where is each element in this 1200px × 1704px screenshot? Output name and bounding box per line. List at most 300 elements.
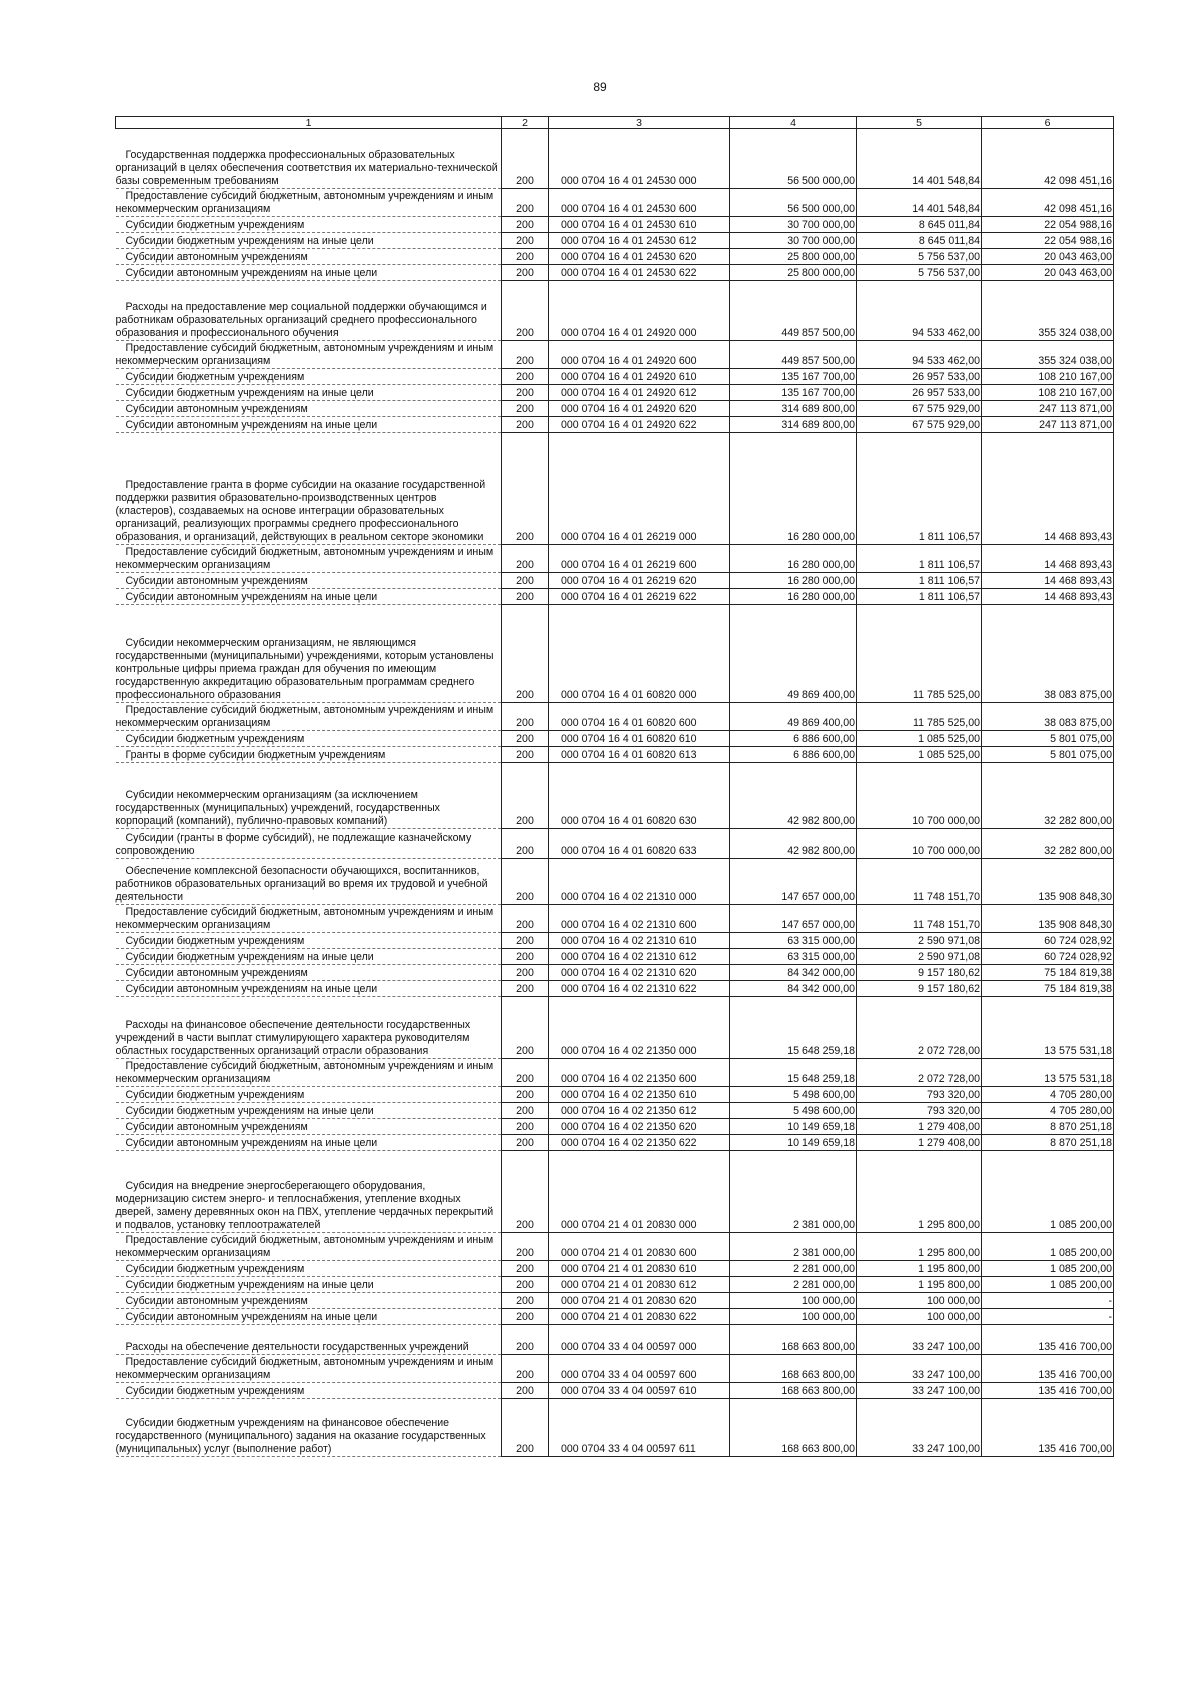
classification-code-cell: 000 0704 21 4 01 20830 612 — [549, 1277, 730, 1293]
executed-amount-cell: 26 957 533,00 — [857, 385, 982, 401]
approved-amount-cell: 168 663 800,00 — [730, 1383, 857, 1399]
classification-code-cell: 000 0704 33 4 04 00597 610 — [549, 1383, 730, 1399]
executed-amount-cell: 8 645 011,84 — [857, 233, 982, 249]
unexecuted-amount-cell: 1 085 200,00 — [982, 1277, 1114, 1293]
approved-amount-cell: 6 886 600,00 — [730, 731, 857, 747]
table-row — [116, 1087, 1114, 1103]
classification-code-cell: 000 0704 16 4 01 24530 620 — [549, 249, 730, 265]
line-code-cell: 200 — [502, 1087, 549, 1103]
column-number-row — [116, 117, 1114, 129]
line-code-cell: 200 — [502, 997, 549, 1059]
line-code-cell: 200 — [502, 1233, 549, 1261]
line-code-cell: 200 — [502, 1293, 549, 1309]
executed-amount-cell: 33 247 100,00 — [857, 1355, 982, 1383]
table-row — [116, 703, 1114, 731]
unexecuted-amount-cell: 108 210 167,00 — [982, 385, 1114, 401]
table-row — [116, 859, 1114, 905]
line-code-cell: 200 — [502, 385, 549, 401]
expense-name-cell: Субсидии автономным учреждениям — [116, 249, 502, 265]
approved-amount-cell: 449 857 500,00 — [730, 341, 857, 369]
table-row — [116, 369, 1114, 385]
approved-amount-cell: 16 280 000,00 — [730, 589, 857, 605]
table-row — [116, 981, 1114, 997]
expense-name-cell: Предоставление субсидий бюджетным, автономным учреждениям и иным некоммерческим организациям — [116, 1355, 502, 1383]
line-code-cell: 200 — [502, 1103, 549, 1119]
unexecuted-amount-cell: 60 724 028,92 — [982, 933, 1114, 949]
executed-amount-cell: 1 195 800,00 — [857, 1277, 982, 1293]
column-header-4: 4 — [730, 117, 857, 129]
executed-amount-cell: 5 756 537,00 — [857, 249, 982, 265]
approved-amount-cell: 2 381 000,00 — [730, 1233, 857, 1261]
table-row — [116, 933, 1114, 949]
expense-name-cell: Субсидии автономным учреждениям — [116, 1119, 502, 1135]
table-body — [116, 129, 1114, 1457]
executed-amount-cell: 100 000,00 — [857, 1293, 982, 1309]
approved-amount-cell: 49 869 400,00 — [730, 605, 857, 703]
table-row — [116, 217, 1114, 233]
table-row — [116, 281, 1114, 341]
classification-code-cell: 000 0704 16 4 01 26219 622 — [549, 589, 730, 605]
unexecuted-amount-cell: 14 468 893,43 — [982, 433, 1114, 545]
expense-name-cell: Обеспечение комплексной безопасности обучающихся, воспитанников, работников образовательных организаций во время их трудовой и учебной деятельности — [116, 859, 502, 905]
table-row — [116, 747, 1114, 763]
classification-code-cell: 000 0704 16 4 02 21310 612 — [549, 949, 730, 965]
classification-code-cell: 000 0704 16 4 02 21350 622 — [549, 1135, 730, 1151]
approved-amount-cell: 15 648 259,18 — [730, 997, 857, 1059]
expense-name-cell: Предоставление субсидий бюджетным, автономным учреждениям и иным некоммерческим организациям — [116, 341, 502, 369]
expense-name-cell: Субсидии автономным учреждениям на иные цели — [116, 265, 502, 281]
expense-name-cell: Субсидии бюджетным учреждениям на иные цели — [116, 233, 502, 249]
executed-amount-cell: 1 195 800,00 — [857, 1261, 982, 1277]
classification-code-cell: 000 0704 16 4 01 26219 620 — [549, 573, 730, 589]
unexecuted-amount-cell: 135 416 700,00 — [982, 1399, 1114, 1457]
table-row — [116, 401, 1114, 417]
classification-code-cell: 000 0704 16 4 02 21350 000 — [549, 997, 730, 1059]
table-row — [116, 249, 1114, 265]
classification-code-cell: 000 0704 16 4 02 21350 612 — [549, 1103, 730, 1119]
executed-amount-cell: 11 748 151,70 — [857, 859, 982, 905]
classification-code-cell: 000 0704 16 4 01 24920 612 — [549, 385, 730, 401]
classification-code-cell: 000 0704 21 4 01 20830 622 — [549, 1309, 730, 1325]
table-row — [116, 763, 1114, 829]
approved-amount-cell: 2 381 000,00 — [730, 1151, 857, 1233]
approved-amount-cell: 5 498 600,00 — [730, 1103, 857, 1119]
table-row — [116, 1309, 1114, 1325]
expense-name-cell: Государственная поддержка профессиональных образовательных организаций в целях обеспечения соответствия их материально-технической базы современным требованиям — [116, 129, 502, 189]
line-code-cell: 200 — [502, 949, 549, 965]
expense-name-cell: Субсидии бюджетным учреждениям — [116, 1261, 502, 1277]
line-code-cell: 200 — [502, 859, 549, 905]
executed-amount-cell: 2 590 971,08 — [857, 949, 982, 965]
expense-name-cell: Субсидии автономным учреждениям — [116, 573, 502, 589]
approved-amount-cell: 25 800 000,00 — [730, 249, 857, 265]
executed-amount-cell: 793 320,00 — [857, 1103, 982, 1119]
classification-code-cell: 000 0704 16 4 02 21310 622 — [549, 981, 730, 997]
unexecuted-amount-cell: 135 908 848,30 — [982, 859, 1114, 905]
expense-name-cell: Гранты в форме субсидии бюджетным учреждениям — [116, 747, 502, 763]
approved-amount-cell: 314 689 800,00 — [730, 417, 857, 433]
classification-code-cell: 000 0704 21 4 01 20830 610 — [549, 1261, 730, 1277]
unexecuted-amount-cell: 135 416 700,00 — [982, 1355, 1114, 1383]
unexecuted-amount-cell: 1 085 200,00 — [982, 1261, 1114, 1277]
executed-amount-cell: 26 957 533,00 — [857, 369, 982, 385]
approved-amount-cell: 10 149 659,18 — [730, 1135, 857, 1151]
executed-amount-cell: 1 811 106,57 — [857, 545, 982, 573]
executed-amount-cell: 1 295 800,00 — [857, 1233, 982, 1261]
expense-name-cell: Расходы на предоставление мер социальной поддержки обучающимся и работникам образовательных организаций среднего профессионального образования и профессионального обучения — [116, 281, 502, 341]
line-code-cell: 200 — [502, 1261, 549, 1277]
executed-amount-cell: 33 247 100,00 — [857, 1383, 982, 1399]
expense-name-cell: Субсидии автономным учреждениям — [116, 401, 502, 417]
unexecuted-amount-cell: 4 705 280,00 — [982, 1103, 1114, 1119]
unexecuted-amount-cell: 32 282 800,00 — [982, 829, 1114, 859]
expense-name-cell: Субсидии (гранты в форме субсидий), не подлежащие казначейскому сопровождению — [116, 829, 502, 859]
executed-amount-cell: 33 247 100,00 — [857, 1399, 982, 1457]
unexecuted-amount-cell: 14 468 893,43 — [982, 573, 1114, 589]
line-code-cell: 200 — [502, 573, 549, 589]
expense-name-cell: Субсидии бюджетным учреждениям на иные цели — [116, 1103, 502, 1119]
table-row — [116, 341, 1114, 369]
classification-code-cell: 000 0704 21 4 01 20830 000 — [549, 1151, 730, 1233]
classification-code-cell: 000 0704 33 4 04 00597 000 — [549, 1325, 730, 1355]
approved-amount-cell: 135 167 700,00 — [730, 369, 857, 385]
table-row — [116, 189, 1114, 217]
approved-amount-cell: 16 280 000,00 — [730, 433, 857, 545]
executed-amount-cell: 1 811 106,57 — [857, 433, 982, 545]
classification-code-cell: 000 0704 16 4 02 21310 000 — [549, 859, 730, 905]
expense-name-cell: Субсидии автономным учреждениям на иные цели — [116, 1309, 502, 1325]
line-code-cell: 200 — [502, 401, 549, 417]
classification-code-cell: 000 0704 16 4 02 21310 610 — [549, 933, 730, 949]
unexecuted-amount-cell: 8 870 251,18 — [982, 1135, 1114, 1151]
table-row — [116, 417, 1114, 433]
column-header-6: 6 — [982, 117, 1114, 129]
line-code-cell: 200 — [502, 1277, 549, 1293]
classification-code-cell: 000 0704 16 4 01 24530 622 — [549, 265, 730, 281]
expense-name-cell: Субсидии бюджетным учреждениям на финансовое обеспечение государственного (муниципального) задания на оказание государственных (муниципальных) услуг (выполнение работ) — [116, 1399, 502, 1457]
table-row — [116, 545, 1114, 573]
approved-amount-cell: 63 315 000,00 — [730, 933, 857, 949]
budget-table — [115, 116, 1114, 1457]
executed-amount-cell: 1 811 106,57 — [857, 573, 982, 589]
executed-amount-cell: 1 279 408,00 — [857, 1119, 982, 1135]
unexecuted-amount-cell: 75 184 819,38 — [982, 965, 1114, 981]
unexecuted-amount-cell: 14 468 893,43 — [982, 545, 1114, 573]
unexecuted-amount-cell: 22 054 988,16 — [982, 233, 1114, 249]
unexecuted-amount-cell: 247 113 871,00 — [982, 417, 1114, 433]
approved-amount-cell: 2 281 000,00 — [730, 1277, 857, 1293]
expense-name-cell: Субсидии бюджетным учреждениям на иные цели — [116, 385, 502, 401]
approved-amount-cell: 6 886 600,00 — [730, 747, 857, 763]
classification-code-cell: 000 0704 16 4 01 24920 000 — [549, 281, 730, 341]
expense-name-cell: Субсидии бюджетным учреждениям — [116, 731, 502, 747]
unexecuted-amount-cell: 135 416 700,00 — [982, 1383, 1114, 1399]
classification-code-cell: 000 0704 16 4 01 60820 600 — [549, 703, 730, 731]
expense-name-cell: Предоставление субсидий бюджетным, автономным учреждениям и иным некоммерческим организациям — [116, 1233, 502, 1261]
approved-amount-cell: 84 342 000,00 — [730, 965, 857, 981]
expense-name-cell: Расходы на финансовое обеспечение деятельности государственных учреждений в части выплат стимулирующего характера руководителям областных государственных организаций отрасли образования — [116, 997, 502, 1059]
approved-amount-cell: 56 500 000,00 — [730, 189, 857, 217]
approved-amount-cell: 314 689 800,00 — [730, 401, 857, 417]
expense-name-cell: Субсидии бюджетным учреждениям на иные цели — [116, 1277, 502, 1293]
approved-amount-cell: 25 800 000,00 — [730, 265, 857, 281]
expense-name-cell: Предоставление субсидий бюджетным, автономным учреждениям и иным некоммерческим организациям — [116, 1059, 502, 1087]
line-code-cell: 200 — [502, 1059, 549, 1087]
table-header — [116, 117, 1114, 129]
column-header-3: 3 — [549, 117, 730, 129]
classification-code-cell: 000 0704 16 4 01 24530 610 — [549, 217, 730, 233]
line-code-cell: 200 — [502, 217, 549, 233]
unexecuted-amount-cell: 108 210 167,00 — [982, 369, 1114, 385]
unexecuted-amount-cell: 42 098 451,16 — [982, 189, 1114, 217]
approved-amount-cell: 30 700 000,00 — [730, 233, 857, 249]
executed-amount-cell: 9 157 180,62 — [857, 965, 982, 981]
executed-amount-cell: 100 000,00 — [857, 1309, 982, 1325]
expense-name-cell: Расходы на обеспечение деятельности государственных учреждений — [116, 1325, 502, 1355]
classification-code-cell: 000 0704 16 4 02 21350 610 — [549, 1087, 730, 1103]
line-code-cell: 200 — [502, 747, 549, 763]
line-code-cell: 200 — [502, 1325, 549, 1355]
classification-code-cell: 000 0704 16 4 01 24920 620 — [549, 401, 730, 417]
approved-amount-cell: 168 663 800,00 — [730, 1355, 857, 1383]
table-row — [116, 965, 1114, 981]
table-row — [116, 573, 1114, 589]
table-row — [116, 1059, 1114, 1087]
classification-code-cell: 000 0704 16 4 01 24920 622 — [549, 417, 730, 433]
table-row — [116, 905, 1114, 933]
approved-amount-cell: 5 498 600,00 — [730, 1087, 857, 1103]
approved-amount-cell: 42 982 800,00 — [730, 763, 857, 829]
executed-amount-cell: 67 575 929,00 — [857, 401, 982, 417]
unexecuted-amount-cell: 1 085 200,00 — [982, 1151, 1114, 1233]
table-row — [116, 1233, 1114, 1261]
executed-amount-cell: 1 085 525,00 — [857, 731, 982, 747]
line-code-cell: 200 — [502, 905, 549, 933]
expense-name-cell: Предоставление субсидий бюджетным, автономным учреждениям и иным некоммерческим организациям — [116, 545, 502, 573]
unexecuted-amount-cell: 4 705 280,00 — [982, 1087, 1114, 1103]
executed-amount-cell: 11 748 151,70 — [857, 905, 982, 933]
expense-name-cell: Субсидии автономным учреждениям на иные цели — [116, 981, 502, 997]
table-row — [116, 1399, 1114, 1457]
expense-name-cell: Субсидии бюджетным учреждениям — [116, 1383, 502, 1399]
unexecuted-amount-cell: 8 870 251,18 — [982, 1119, 1114, 1135]
table-row — [116, 265, 1114, 281]
line-code-cell: 200 — [502, 1355, 549, 1383]
unexecuted-amount-cell: 5 801 075,00 — [982, 731, 1114, 747]
executed-amount-cell: 1 295 800,00 — [857, 1151, 982, 1233]
approved-amount-cell: 100 000,00 — [730, 1309, 857, 1325]
column-header-5: 5 — [857, 117, 982, 129]
line-code-cell: 200 — [502, 189, 549, 217]
approved-amount-cell: 16 280 000,00 — [730, 545, 857, 573]
unexecuted-amount-cell: 60 724 028,92 — [982, 949, 1114, 965]
line-code-cell: 200 — [502, 1309, 549, 1325]
unexecuted-amount-cell: 75 184 819,38 — [982, 981, 1114, 997]
executed-amount-cell: 793 320,00 — [857, 1087, 982, 1103]
classification-code-cell: 000 0704 21 4 01 20830 620 — [549, 1293, 730, 1309]
line-code-cell: 200 — [502, 265, 549, 281]
table-row — [116, 1151, 1114, 1233]
executed-amount-cell: 2 072 728,00 — [857, 1059, 982, 1087]
line-code-cell: 200 — [502, 1383, 549, 1399]
expense-name-cell: Субсидии автономным учреждениям — [116, 965, 502, 981]
executed-amount-cell: 5 756 537,00 — [857, 265, 982, 281]
unexecuted-amount-cell: 247 113 871,00 — [982, 401, 1114, 417]
expense-name-cell: Субсидии некоммерческим организациям, не являющимся государственными (муниципальными) учреждениями, которым установлены контрольные цифры приема граждан для обучения по имеющим государственную аккредитацию образовательным программам среднего профессионального образования — [116, 605, 502, 703]
executed-amount-cell: 2 590 971,08 — [857, 933, 982, 949]
table-row — [116, 949, 1114, 965]
approved-amount-cell: 63 315 000,00 — [730, 949, 857, 965]
executed-amount-cell: 10 700 000,00 — [857, 829, 982, 859]
unexecuted-amount-cell: 355 324 038,00 — [982, 341, 1114, 369]
column-header-2: 2 — [502, 117, 549, 129]
line-code-cell: 200 — [502, 1135, 549, 1151]
classification-code-cell: 000 0704 16 4 01 26219 000 — [549, 433, 730, 545]
expense-name-cell: Субсидии бюджетным учреждениям — [116, 369, 502, 385]
line-code-cell: 200 — [502, 731, 549, 747]
table-row — [116, 1293, 1114, 1309]
unexecuted-amount-cell: 38 083 875,00 — [982, 703, 1114, 731]
line-code-cell: 200 — [502, 249, 549, 265]
line-code-cell: 200 — [502, 281, 549, 341]
table-row — [116, 1277, 1114, 1293]
executed-amount-cell: 8 645 011,84 — [857, 217, 982, 233]
expense-name-cell: Субсидии некоммерческим организациям (за исключением государственных (муниципальных) учреждений, государственных корпораций (компаний), публично-правовых компаний) — [116, 763, 502, 829]
expense-name-cell: Предоставление субсидий бюджетным, автономным учреждениям и иным некоммерческим организациям — [116, 905, 502, 933]
approved-amount-cell: 147 657 000,00 — [730, 905, 857, 933]
table-row — [116, 1119, 1114, 1135]
table-row — [116, 731, 1114, 747]
unexecuted-amount-cell: 13 575 531,18 — [982, 997, 1114, 1059]
classification-code-cell: 000 0704 16 4 01 24920 600 — [549, 341, 730, 369]
executed-amount-cell: 94 533 462,00 — [857, 281, 982, 341]
line-code-cell: 200 — [502, 981, 549, 997]
classification-code-cell: 000 0704 16 4 01 24530 000 — [549, 129, 730, 189]
unexecuted-amount-cell: 14 468 893,43 — [982, 589, 1114, 605]
expense-name-cell: Субсидия на внедрение энергосберегающего оборудования, модернизацию систем энерго- и теплоснабжения, утепление входных дверей, замену деревянных окон на ПВХ, утепление чердачных перекрытий и подвалов, установку теплоотражателей — [116, 1151, 502, 1233]
approved-amount-cell: 30 700 000,00 — [730, 217, 857, 233]
line-code-cell: 200 — [502, 433, 549, 545]
unexecuted-amount-cell: 20 043 463,00 — [982, 249, 1114, 265]
line-code-cell: 200 — [502, 965, 549, 981]
executed-amount-cell: 11 785 525,00 — [857, 605, 982, 703]
expense-name-cell: Предоставление гранта в форме субсидии на оказание государственной поддержки развития образовательно-производственных центров (кластеров), создаваемых на основе интеграции образовательных организаций, реализующих программы среднего профессионального образования, и организаций, действующих в реальном секторе экономики — [116, 433, 502, 545]
classification-code-cell: 000 0704 16 4 02 21350 620 — [549, 1119, 730, 1135]
expense-name-cell: Субсидии автономным учреждениям на иные цели — [116, 589, 502, 605]
table-row — [116, 233, 1114, 249]
line-code-cell: 200 — [502, 545, 549, 573]
table-row — [116, 1383, 1114, 1399]
expense-name-cell: Субсидии бюджетным учреждениям — [116, 217, 502, 233]
executed-amount-cell: 14 401 548,84 — [857, 189, 982, 217]
expense-name-cell: Субсидии бюджетным учреждениям на иные цели — [116, 949, 502, 965]
unexecuted-amount-cell: 20 043 463,00 — [982, 265, 1114, 281]
line-code-cell: 200 — [502, 589, 549, 605]
expense-name-cell: Субсидии бюджетным учреждениям — [116, 1087, 502, 1103]
classification-code-cell: 000 0704 16 4 02 21350 600 — [549, 1059, 730, 1087]
approved-amount-cell: 2 281 000,00 — [730, 1261, 857, 1277]
line-code-cell: 200 — [502, 829, 549, 859]
unexecuted-amount-cell: 42 098 451,16 — [982, 129, 1114, 189]
unexecuted-amount-cell: 135 908 848,30 — [982, 905, 1114, 933]
line-code-cell: 200 — [502, 605, 549, 703]
unexecuted-amount-cell: 5 801 075,00 — [982, 747, 1114, 763]
classification-code-cell: 000 0704 16 4 01 60820 630 — [549, 763, 730, 829]
classification-code-cell: 000 0704 16 4 01 24530 600 — [549, 189, 730, 217]
page-number: 89 — [593, 80, 607, 94]
expense-name-cell: Субсидии автономным учреждениям — [116, 1293, 502, 1309]
line-code-cell: 200 — [502, 129, 549, 189]
approved-amount-cell: 16 280 000,00 — [730, 573, 857, 589]
expense-name-cell: Субсидии автономным учреждениям на иные цели — [116, 1135, 502, 1151]
unexecuted-amount-cell: 32 282 800,00 — [982, 763, 1114, 829]
unexecuted-amount-cell: - — [982, 1309, 1114, 1325]
approved-amount-cell: 42 982 800,00 — [730, 829, 857, 859]
expense-name-cell: Субсидии бюджетным учреждениям — [116, 933, 502, 949]
table-row — [116, 433, 1114, 545]
unexecuted-amount-cell: 38 083 875,00 — [982, 605, 1114, 703]
classification-code-cell: 000 0704 16 4 01 24920 610 — [549, 369, 730, 385]
table-row — [116, 1261, 1114, 1277]
table-row — [116, 997, 1114, 1059]
table-row — [116, 129, 1114, 189]
classification-code-cell: 000 0704 21 4 01 20830 600 — [549, 1233, 730, 1261]
approved-amount-cell: 10 149 659,18 — [730, 1119, 857, 1135]
unexecuted-amount-cell: 135 416 700,00 — [982, 1325, 1114, 1355]
line-code-cell: 200 — [502, 933, 549, 949]
approved-amount-cell: 135 167 700,00 — [730, 385, 857, 401]
line-code-cell: 200 — [502, 1119, 549, 1135]
unexecuted-amount-cell: 1 085 200,00 — [982, 1233, 1114, 1261]
classification-code-cell: 000 0704 16 4 01 60820 610 — [549, 731, 730, 747]
line-code-cell: 200 — [502, 233, 549, 249]
executed-amount-cell: 1 085 525,00 — [857, 747, 982, 763]
executed-amount-cell: 67 575 929,00 — [857, 417, 982, 433]
executed-amount-cell: 11 785 525,00 — [857, 703, 982, 731]
expense-name-cell: Предоставление субсидий бюджетным, автономным учреждениям и иным некоммерческим организациям — [116, 703, 502, 731]
table-row — [116, 1355, 1114, 1383]
executed-amount-cell: 14 401 548,84 — [857, 129, 982, 189]
classification-code-cell: 000 0704 33 4 04 00597 611 — [549, 1399, 730, 1457]
approved-amount-cell: 147 657 000,00 — [730, 859, 857, 905]
table-row — [116, 605, 1114, 703]
line-code-cell: 200 — [502, 1151, 549, 1233]
executed-amount-cell: 9 157 180,62 — [857, 981, 982, 997]
classification-code-cell: 000 0704 16 4 02 21310 620 — [549, 965, 730, 981]
unexecuted-amount-cell: 355 324 038,00 — [982, 281, 1114, 341]
table-row — [116, 1103, 1114, 1119]
table-row — [116, 829, 1114, 859]
classification-code-cell: 000 0704 16 4 01 60820 000 — [549, 605, 730, 703]
table-row — [116, 1135, 1114, 1151]
approved-amount-cell: 49 869 400,00 — [730, 703, 857, 731]
classification-code-cell: 000 0704 16 4 02 21310 600 — [549, 905, 730, 933]
unexecuted-amount-cell: 13 575 531,18 — [982, 1059, 1114, 1087]
expense-name-cell: Субсидии автономным учреждениям на иные цели — [116, 417, 502, 433]
executed-amount-cell: 94 533 462,00 — [857, 341, 982, 369]
executed-amount-cell: 33 247 100,00 — [857, 1325, 982, 1355]
unexecuted-amount-cell: - — [982, 1293, 1114, 1309]
line-code-cell: 200 — [502, 417, 549, 433]
classification-code-cell: 000 0704 16 4 01 60820 613 — [549, 747, 730, 763]
approved-amount-cell: 15 648 259,18 — [730, 1059, 857, 1087]
approved-amount-cell: 449 857 500,00 — [730, 281, 857, 341]
approved-amount-cell: 168 663 800,00 — [730, 1399, 857, 1457]
unexecuted-amount-cell: 22 054 988,16 — [982, 217, 1114, 233]
line-code-cell: 200 — [502, 341, 549, 369]
executed-amount-cell: 1 811 106,57 — [857, 589, 982, 605]
line-code-cell: 200 — [502, 369, 549, 385]
